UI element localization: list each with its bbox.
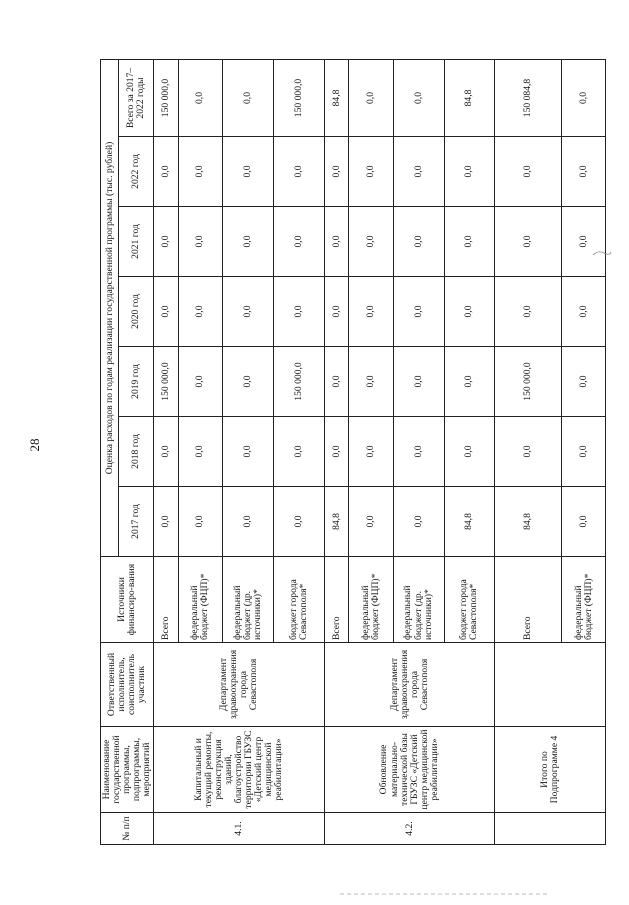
value-cell: 0,0 bbox=[349, 347, 393, 417]
value-cell: 0,0 bbox=[393, 417, 444, 487]
value-cell: 0,0 bbox=[349, 207, 393, 277]
item-number: 4.2. bbox=[324, 813, 495, 845]
value-cell: 0,0 bbox=[324, 137, 348, 207]
value-cell: 0,0 bbox=[393, 59, 444, 136]
funding-source: Всего bbox=[154, 557, 178, 643]
item-number: 4.1. bbox=[154, 813, 325, 845]
value-cell: 84,8 bbox=[495, 487, 561, 557]
value-cell: 0,0 bbox=[324, 347, 348, 417]
value-cell: 0,0 bbox=[444, 347, 495, 417]
header-year-2022: 2022 год bbox=[119, 137, 154, 207]
value-cell: 0,0 bbox=[222, 207, 273, 277]
item-name: Капитальный и текущий ремонты, реконструкция зданий, благоустройство территории ГБУЗС «Детский центр медицинской реабилитации» bbox=[154, 727, 325, 813]
value-cell: 0,0 bbox=[444, 207, 495, 277]
value-cell: 0,0 bbox=[178, 207, 222, 277]
value-cell: 84,8 bbox=[324, 59, 348, 136]
value-cell: 0,0 bbox=[154, 487, 178, 557]
funding-source: федеральный бюджет (др. источники)* bbox=[222, 557, 273, 643]
value-cell: 0,0 bbox=[561, 277, 605, 347]
header-name: Наименование государственной программы, подпрограммы, мероприятий bbox=[101, 727, 154, 813]
value-cell: 0,0 bbox=[561, 137, 605, 207]
value-cell: 84,8 bbox=[444, 487, 495, 557]
value-cell: 0,0 bbox=[393, 137, 444, 207]
value-cell: 0,0 bbox=[561, 207, 605, 277]
table-row bbox=[324, 59, 348, 844]
value-cell: 0,0 bbox=[273, 487, 324, 557]
funding-source: федеральный бюджет (ФЦП)* bbox=[178, 557, 222, 643]
value-cell: 0,0 bbox=[178, 417, 222, 487]
value-cell: 0,0 bbox=[273, 277, 324, 347]
scan-edge-dash bbox=[340, 893, 550, 895]
header-year-2019: 2019 год bbox=[119, 347, 154, 417]
value-cell: 0,0 bbox=[393, 277, 444, 347]
value-cell: 0,0 bbox=[222, 487, 273, 557]
value-cell: 0,0 bbox=[495, 417, 561, 487]
value-cell: 0,0 bbox=[178, 277, 222, 347]
header-year-2020: 2020 год bbox=[119, 277, 154, 347]
item-name: Обновление материально-технической базы ГБУЗС «Детский центр медицинской реабилитации» bbox=[324, 727, 495, 813]
value-cell: 0,0 bbox=[349, 277, 393, 347]
value-cell: 0,0 bbox=[222, 137, 273, 207]
header-executor: Ответственный исполнитель, соисполнитель участник bbox=[101, 643, 154, 727]
header-year-2017: 2017 год bbox=[119, 487, 154, 557]
item-name: Итого по Подпрограмме 4 bbox=[495, 727, 606, 813]
value-cell: 0,0 bbox=[154, 137, 178, 207]
stray-pen-mark bbox=[592, 249, 612, 257]
value-cell: 0,0 bbox=[349, 137, 393, 207]
item-executor bbox=[495, 643, 606, 727]
rotated-table-container bbox=[100, 60, 605, 845]
value-cell: 0,0 bbox=[495, 137, 561, 207]
value-cell: 0,0 bbox=[561, 487, 605, 557]
value-cell: 150 000,0 bbox=[154, 59, 178, 136]
value-cell: 0,0 bbox=[273, 207, 324, 277]
value-cell: 0,0 bbox=[273, 417, 324, 487]
value-cell: 84,8 bbox=[324, 487, 348, 557]
value-cell: 0,0 bbox=[495, 207, 561, 277]
value-cell: 0,0 bbox=[324, 417, 348, 487]
value-cell: 0,0 bbox=[154, 277, 178, 347]
value-cell: 0,0 bbox=[178, 59, 222, 136]
funding-source: федеральный бюджет (др. источники)* bbox=[393, 557, 444, 643]
value-cell: 0,0 bbox=[154, 207, 178, 277]
value-cell: 0,0 bbox=[393, 207, 444, 277]
header-no: № п/п bbox=[101, 813, 154, 845]
value-cell: 150 000,0 bbox=[495, 347, 561, 417]
value-cell: 0,0 bbox=[178, 137, 222, 207]
table-row bbox=[495, 59, 561, 844]
funding-source: федеральный бюджет (ФЦП)* bbox=[349, 557, 393, 643]
item-executor: Департамент здравоохранения города Севастополя bbox=[154, 643, 325, 727]
header-estimate: Оценка расходов по годам реализации государственной программы (тыс. рублей) bbox=[101, 59, 119, 556]
funding-source: Всего bbox=[495, 557, 561, 643]
value-cell: 0,0 bbox=[222, 347, 273, 417]
header-total: Всего за 2017–2022 годы bbox=[119, 59, 154, 136]
budget-table bbox=[100, 59, 606, 845]
value-cell: 0,0 bbox=[495, 277, 561, 347]
value-cell: 0,0 bbox=[178, 487, 222, 557]
value-cell: 0,0 bbox=[349, 59, 393, 136]
table-body bbox=[154, 59, 606, 844]
value-cell: 0,0 bbox=[273, 137, 324, 207]
value-cell: 0,0 bbox=[561, 417, 605, 487]
value-cell: 0,0 bbox=[444, 417, 495, 487]
value-cell: 0,0 bbox=[324, 277, 348, 347]
table-header bbox=[101, 59, 154, 844]
value-cell: 0,0 bbox=[349, 417, 393, 487]
value-cell: 0,0 bbox=[222, 417, 273, 487]
value-cell: 0,0 bbox=[561, 347, 605, 417]
value-cell: 0,0 bbox=[178, 347, 222, 417]
table-row bbox=[154, 59, 178, 844]
header-year-2018: 2018 год bbox=[119, 417, 154, 487]
value-cell: 150 000,0 bbox=[273, 347, 324, 417]
value-cell: 0,0 bbox=[444, 137, 495, 207]
value-cell: 0,0 bbox=[393, 487, 444, 557]
header-year-2021: 2021 год bbox=[119, 207, 154, 277]
value-cell: 0,0 bbox=[324, 207, 348, 277]
value-cell: 150 000,0 bbox=[154, 347, 178, 417]
funding-source: бюджет города Севастополя* bbox=[444, 557, 495, 643]
item-executor: Департамент здравоохранения города Севастополя bbox=[324, 643, 495, 727]
value-cell: 0,0 bbox=[154, 417, 178, 487]
value-cell: 150 084,8 bbox=[495, 59, 561, 136]
value-cell: 150 000,0 bbox=[273, 59, 324, 136]
value-cell: 0,0 bbox=[561, 59, 605, 136]
value-cell: 84,8 bbox=[444, 59, 495, 136]
page-number: 28 bbox=[27, 438, 42, 452]
funding-source: Всего bbox=[324, 557, 348, 643]
value-cell: 0,0 bbox=[444, 277, 495, 347]
value-cell: 0,0 bbox=[349, 487, 393, 557]
value-cell: 0,0 bbox=[222, 59, 273, 136]
item-number bbox=[495, 813, 606, 845]
funding-source: федеральный бюджет (ФЦП)* bbox=[561, 557, 605, 643]
funding-source: бюджет города Севастополя* bbox=[273, 557, 324, 643]
value-cell: 0,0 bbox=[222, 277, 273, 347]
value-cell: 0,0 bbox=[393, 347, 444, 417]
header-source: Источники финансиро-вания bbox=[101, 557, 154, 643]
